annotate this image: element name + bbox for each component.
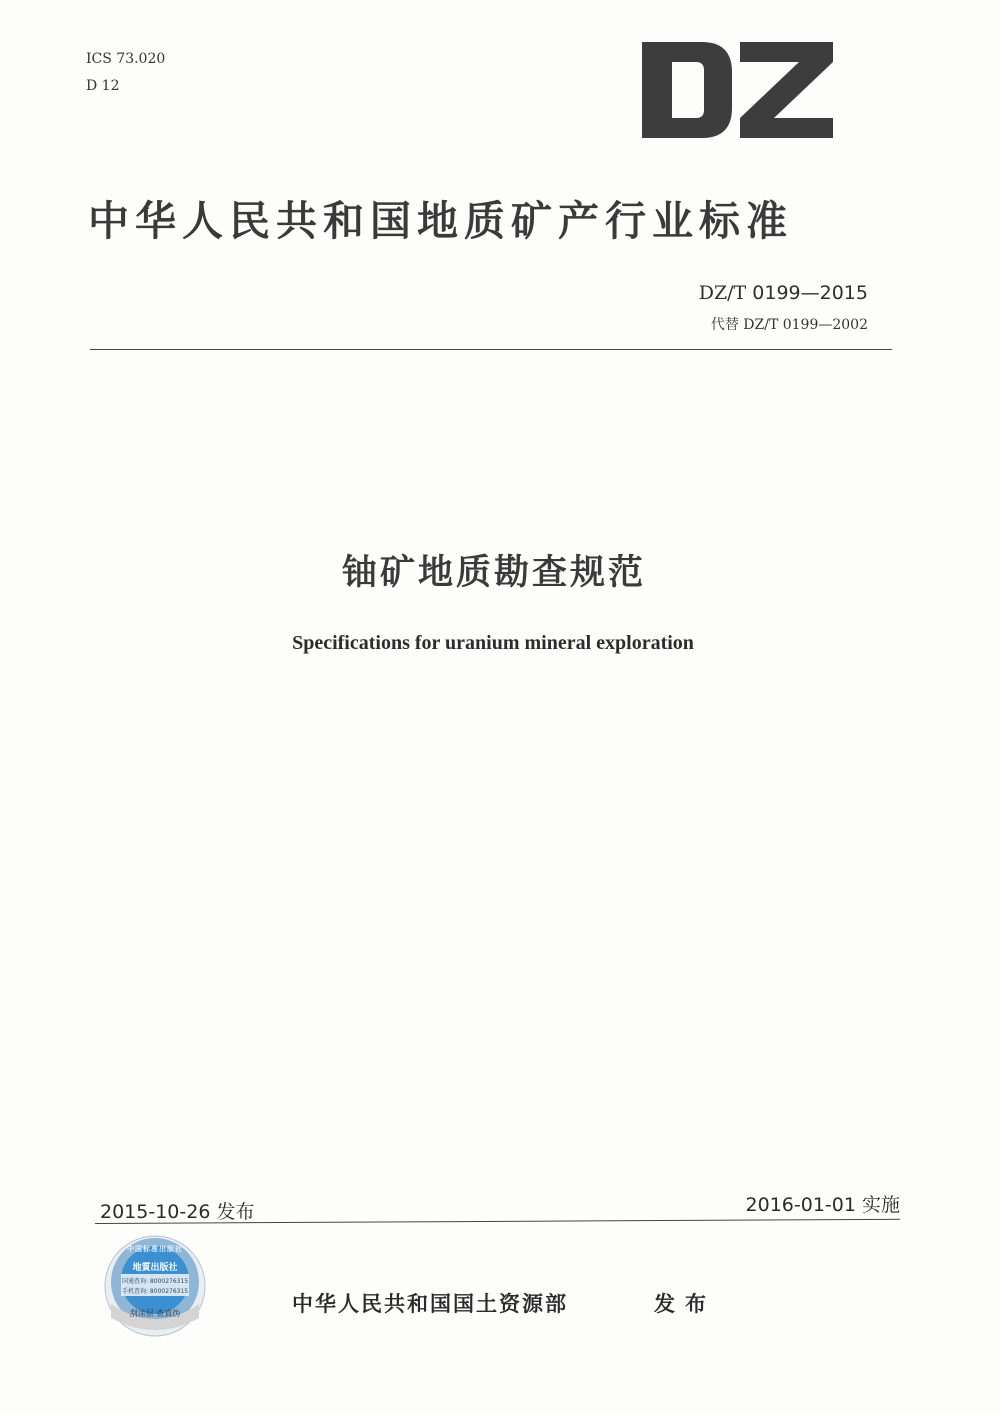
seal-caption: 刮涂层 查真伪 xyxy=(129,1309,181,1318)
ics-code: ICS 73.020 xyxy=(86,51,166,67)
dz-logo-letter-d xyxy=(642,42,732,138)
seal-line-2: 手机查询: 8000276315 xyxy=(122,1288,189,1295)
dz-logo-letter-z xyxy=(740,42,833,138)
publish-label: 发布 xyxy=(654,1292,716,1316)
replaces-standard: 代替 DZ/T 0199—2002 xyxy=(710,317,868,333)
dz-logo xyxy=(640,40,835,140)
standard-code: 0199—2015 xyxy=(752,282,868,304)
seal-header: 中国标准出版社 xyxy=(127,1245,183,1253)
effective-date: 2016-01-01 实施 xyxy=(745,1194,900,1216)
publisher-name: 中华人民共和国国土资源部 xyxy=(292,1292,568,1316)
title-english: Specifications for uranium mineral exploration xyxy=(292,632,694,654)
seal-center-text: 地質出版社 xyxy=(132,1263,178,1273)
header-divider xyxy=(90,349,892,350)
anti-counterfeit-seal xyxy=(103,1234,207,1338)
seal-line-1: 国通查询: 8000276315 xyxy=(122,1278,189,1285)
standard-prefix: DZ/T xyxy=(698,282,747,304)
ccs-code: D 12 xyxy=(86,78,120,94)
classification-codes xyxy=(86,46,165,100)
standard-number xyxy=(699,282,868,304)
title-chinese: 铀矿地质勘查规范 xyxy=(341,553,646,593)
issue-date: 2015-10-26 发布 xyxy=(100,1201,255,1223)
industry-standard-title: 中华人民共和国地质矿产行业标准 xyxy=(88,197,793,245)
